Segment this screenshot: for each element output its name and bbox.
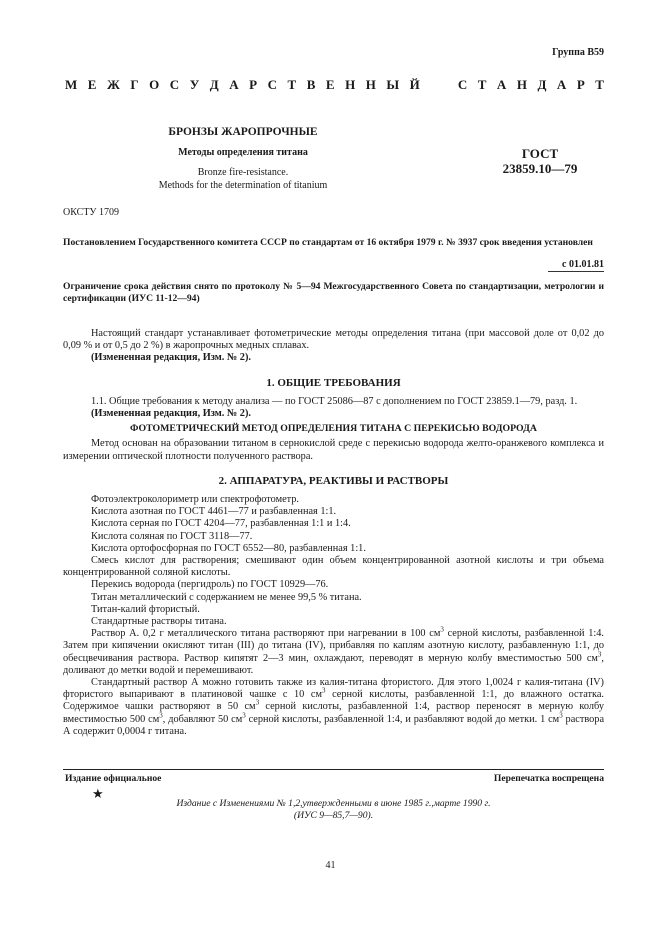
okstu-code: ОКСТУ 1709 [63,207,120,218]
heading-letter [430,77,433,93]
reagent-item: Кислота серная по ГОСТ 4204—77, разбавленная 1:1 и 1:4. [91,518,351,530]
introduction-date: с 01.01.81 [562,259,604,270]
heading-letter: Г [130,77,139,92]
heading-letter: Е [87,77,97,92]
heading-letter: Ы [386,77,400,92]
intro-paragraph: Настоящий стандарт устанавливает фотометрические методы определения титана (при массовой доле от 0,02 до 0,09 % и от 0,5 до 2 %) в жаропрочных медных сплавах. [63,328,604,352]
heading-letter: В [306,77,316,92]
star-icon: ★ [92,786,104,801]
heading-letter: С [457,77,468,92]
reagent-item: Кислота азотная по ГОСТ 4461—77 и разбавленная 1:1. [91,506,337,518]
heading-letter: С [169,77,180,92]
heading-letter: Д [537,77,547,92]
edition-line1: Издание с Изменениями № 1,2,утвержденными в июне 1985 г.,марте 1990 г. [176,798,491,809]
document-subtitle: Методы определения титана [178,147,308,158]
alternative-solution-paragraph: Стандартный раствор А можно готовить также из калия-титана фтористого. Для этого 1,0024 г калия-титана (IV) фтористого выпаривают в платиновой чашке с 10 $см^3$ серной кислоты, разбавленной 1:1, до влажного остатка. Содержимое чашки растворяют в 50 $см^3$ серной кислоты, разбавленной 1:4, раствор переносят в мерную колбу вместимостью 500 $см^3$, добавляют 50 $см^3$ серной кислоты, разбавленной 1:4, и разбавляют водой до метки. 1 $см^3$ раствора А содержит 0,0004 г титана. [63,677,605,737]
heading-letter: Й [409,77,420,92]
gost-label: ГОСТ [521,146,559,161]
heading-letter: Р [249,77,258,92]
heading-letter: А [556,77,567,92]
edition-line2: (ИУС 9—85,7—90). [293,810,374,821]
method-paragraph: Метод основан на образовании титаном в сернокислой среде с перекисью водорода желто-оранжевого комплекса и измерении оптической плотности полученного раствора. [63,438,604,462]
page-number: 41 [325,860,336,871]
heading-letter: Т [287,77,297,92]
reagent-item: Кислота ортофосфорная по ГОСТ 6552—80, разбавленная 1:1. [91,542,366,554]
reagent-item: Смесь кислот для растворения; смешивают один объем концентрированной азотной кислоты и три объема концентрированной соляной кислоты. [63,555,604,579]
reagent-item: Титан-калий фтористый. [91,603,200,615]
solution-a-paragraph: Раствор А. 0,2 г металлического титана растворяют при нагревании в 100 $см^3$ серной кислоты, разбавленной 1:4. Затем при кипячении окисляют титан (III) до титана (IV), прибавляя по каплям азотную кислоту, разбавленную 1:1, до обесцвечивания раствора. Раствор кипятят 2—3 мин, охлаждают, переводят в мерную колбу вместимостью 500 $см^3$, доливают до метки водой и перемешивают. [63,625,604,676]
heading-letter: А [496,77,507,92]
heading-letter: Е [325,77,335,92]
gost-designation [480,146,600,176]
reagent-item: Фотоэлектроколориметр или спектрофотометр. [91,494,299,506]
reagent-item: Стандартные растворы титана. [91,616,227,628]
heading-letter [444,77,447,93]
group-code: Группа В59 [552,47,604,58]
section1-amendment: (Измененная редакция, Изм. № 2). [91,408,251,420]
section1-heading: 1. ОБЩИЕ ТРЕБОВАНИЯ [266,376,401,389]
official-edition-label: Издание официальное [65,773,162,784]
english-title-line1: Bronze fire-resistance. [197,167,289,178]
gost-number: 23859.10—79 [502,161,578,176]
limitation-text: Ограничение срока действия снято по протоколу № 5—94 Межгосударственного Совета по стандартизации, метрологии и сертификации (ИУС 11-12—94) [63,281,604,304]
heading-letter: Д [209,77,219,92]
heading-letter: М [65,77,78,92]
main-body [63,328,604,738]
heading-letter: У [189,77,200,92]
heading-letter: Т [595,77,604,92]
title-block [108,126,378,192]
reagents-list [63,494,604,628]
footer-rule [63,769,604,770]
english-title [108,166,378,192]
method-heading: ФОТОМЕТРИЧЕСКИЙ МЕТОД ОПРЕДЕЛЕНИЯ ТИТАНА С ПЕРЕКИСЬЮ ВОДОРОДА [130,423,537,435]
heading-letter: Ж [106,77,120,92]
heading-letter: Т [477,77,487,92]
reprint-prohibited-label: Перепечатка воспрещена [493,773,604,784]
heading-letter: Н [365,77,376,92]
heading-letter: Н [345,77,356,92]
heading-letter: Н [516,77,527,92]
heading-letter: Р [576,77,585,92]
heading-letter: О [149,77,160,92]
document-title: БРОНЗЫ ЖАРОПРОЧНЫЕ [168,126,318,138]
section2-heading: 2. АППАРАТУРА, РЕАКТИВЫ И РАСТВОРЫ [218,474,449,487]
heading-letter: С [267,77,277,92]
edition-note [63,798,604,822]
decree-text: Постановлением Государственного комитета СССР по стандартам от 16 октября 1979 г. № 3937 срок введения установлен [63,237,593,248]
reagent-item: Перекись водорода (пергидроль) по ГОСТ 10929—76. [91,579,329,591]
english-title-line2: Methods for the determination of titanium [158,180,328,191]
date-underline [548,271,604,272]
reagent-item: Титан металлический с содержанием не менее 99,5 % титана. [91,591,362,603]
intro-amendment: (Измененная редакция, Изм. № 2). [91,352,251,364]
heading-letter: А [229,77,239,92]
reagent-item: Кислота соляная по ГОСТ 3118—77. [91,530,253,542]
section1-paragraph: 1.1. Общие требования к методу анализа — по ГОСТ 25086—87 с дополнением по ГОСТ 23859.1—79, разд. 1. [91,395,578,407]
standard-type-heading [65,77,604,93]
